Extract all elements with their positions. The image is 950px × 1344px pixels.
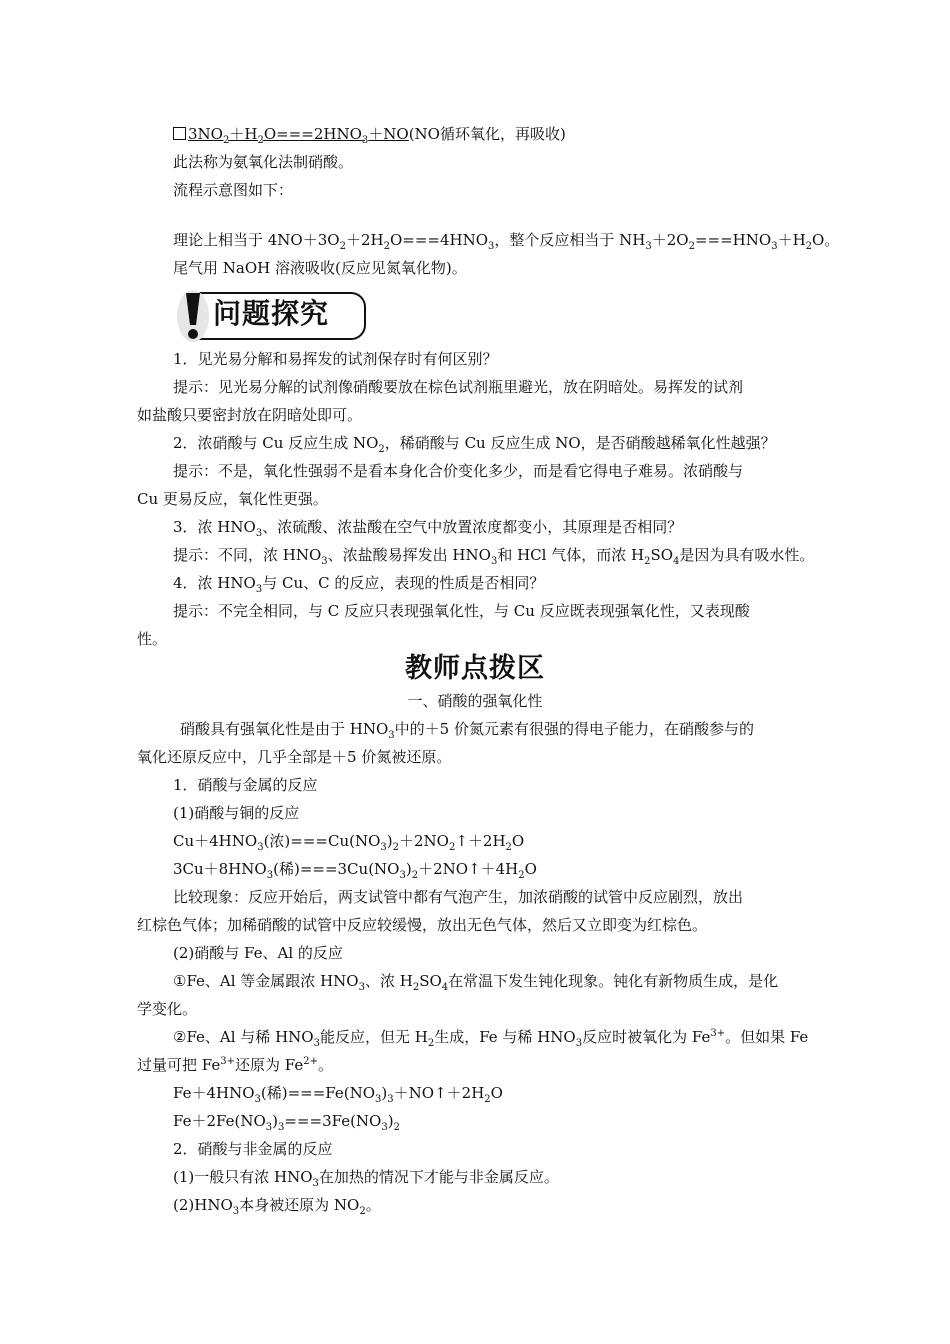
answer-4-line-1: 提示：不完全相同，与 C 反应只表现强氧化性，与 Cu 反应既表现强氧化性，又表现酸 <box>173 602 750 620</box>
badge-label: 问题探究 <box>213 297 330 330</box>
section-subtitle: 一、硝酸的强氧化性 <box>407 692 543 710</box>
heading-copper: (1)硝酸与铜的反应 <box>173 804 300 822</box>
method-line: 此法称为氨氧化法制硝酸。 <box>173 153 354 171</box>
equation-copper-dilute: $3Cu+8HNO_3$(稀)$===3Cu(NO_3)_2+2NO↑+4H_2O$ <box>173 860 537 881</box>
question-3: 3．浓 $HNO_3$、浓硫酸、浓盐酸在空气中放置浓度都变小，其原理是否相同？ <box>173 518 683 539</box>
heading-metal: 1．硝酸与金属的反应 <box>173 776 318 794</box>
answer-2-line-1: 提示：不是，氧化性强弱不是看本身化合价变化多少，而是看它得电子难易。浓硝酸与 <box>173 462 744 480</box>
equation-iron-dilute: $Fe+4HNO_3$(稀)$===Fe(NO_3)_3+NO↑+2H_2O$ <box>173 1084 503 1105</box>
answer-4-line-2: 性。 <box>137 630 168 648</box>
answer-3: 提示：不同，浓 $HNO_3$、浓盐酸易挥发出 $HNO_3$和 HCl 气体，而浓 $H_2SO_4$是因为具有吸水性。 <box>173 546 815 567</box>
nonmetal-point-2: $(2)HNO_3$本身被还原为 $NO_2$。 <box>173 1196 381 1217</box>
point-1-line-1: ①Fe、Al 等金属跟浓 $HNO_3$、浓 $H_2SO_4$在常温下发生钝化现象。钝化有新物质生成，是化 <box>173 972 779 993</box>
section-title: 教师点拨区 <box>405 653 545 684</box>
point-1-line-2: 学变化。 <box>137 1000 198 1018</box>
reaction-line: $3NO_2+H_2O===2HNO_3+NO(NO$循环氧化，再吸收) <box>173 124 566 144</box>
answer-2-line-2: Cu 更易反应，氧化性更强。 <box>137 490 328 508</box>
checkbox-square-icon <box>173 127 186 140</box>
flow-line: 流程示意图如下： <box>173 181 294 199</box>
point-2-line-1: ②Fe、Al 与稀 $HNO_3$能反应，但无 $H_2$生成，Fe 与稀 $HNO_3$反应时被氧化为 $Fe^{3+}$。但如果 Fe <box>173 1028 809 1049</box>
equation-iron-reduce: $Fe+2Fe(NO_3)_3===3Fe(NO_3)_2$ <box>173 1112 400 1133</box>
question-4: 4．浓 $HNO_3$与 Cu、C 的反应，表现的性质是否相同？ <box>173 574 545 595</box>
point-2-line-2: 过量可把 $Fe^{3+}$还原为 $Fe^{2+}$。 <box>137 1056 333 1074</box>
answer-1-line-2: 如盐酸只要密封放在阴暗处即可。 <box>137 406 363 424</box>
theory-line: 理论上相当于 $4NO+3O_2+2H_2O===4HNO_3$，整个反应相当于 $NH_3+2O_2===HNO_3+H_2O$。 <box>173 231 840 252</box>
compare-line-1: 比较现象：反应开始后，两支试管中都有气泡产生，加浓硝酸的试管中反应剧烈，放出 <box>173 888 744 906</box>
question-1: 1．见光易分解和易挥发的试剂保存时有何区别？ <box>173 350 498 368</box>
tail-gas-line: 尾气用 NaOH 溶液吸收(反应见氮氧化物)。 <box>173 259 467 277</box>
heading-fe-al: (2)硝酸与 Fe、Al 的反应 <box>173 944 343 962</box>
question-explore-badge <box>173 287 369 343</box>
reaction-underlined: $3NO_2+H_2O===2HNO_3+NO$ <box>188 125 409 146</box>
answer-1-line-1: 提示：见光易分解的试剂像硝酸要放在棕色试剂瓶里避光，放在阴暗处。易挥发的试剂 <box>173 378 744 396</box>
heading-nonmetal: 2．硝酸与非金属的反应 <box>173 1140 333 1158</box>
intro-line-2: 氧化还原反应中，几乎全部是＋5 价氮被还原。 <box>137 748 452 766</box>
intro-line-1: 硝酸具有强氧化性是由于 $HNO_3$中的＋5 价氮元素有很强的得电子能力，在硝酸参与的 <box>180 720 754 741</box>
nonmetal-point-1: (1)一般只有浓 $HNO_3$在加热的情况下才能与非金属反应。 <box>173 1168 559 1189</box>
equation-copper-conc: $Cu+4HNO_3$(浓)$===Cu(NO_3)_2+2NO_2↑+2H_2O$ <box>173 832 525 853</box>
compare-line-2: 红棕色气体；加稀硝酸的试管中反应较缓慢，放出无色气体，然后又立即变为红棕色。 <box>137 916 708 934</box>
question-2: 2．浓硝酸与 Cu 反应生成 $NO_2$，稀硝酸与 Cu 反应生成 NO，是否硝酸越稀氧化性越强？ <box>173 434 776 455</box>
